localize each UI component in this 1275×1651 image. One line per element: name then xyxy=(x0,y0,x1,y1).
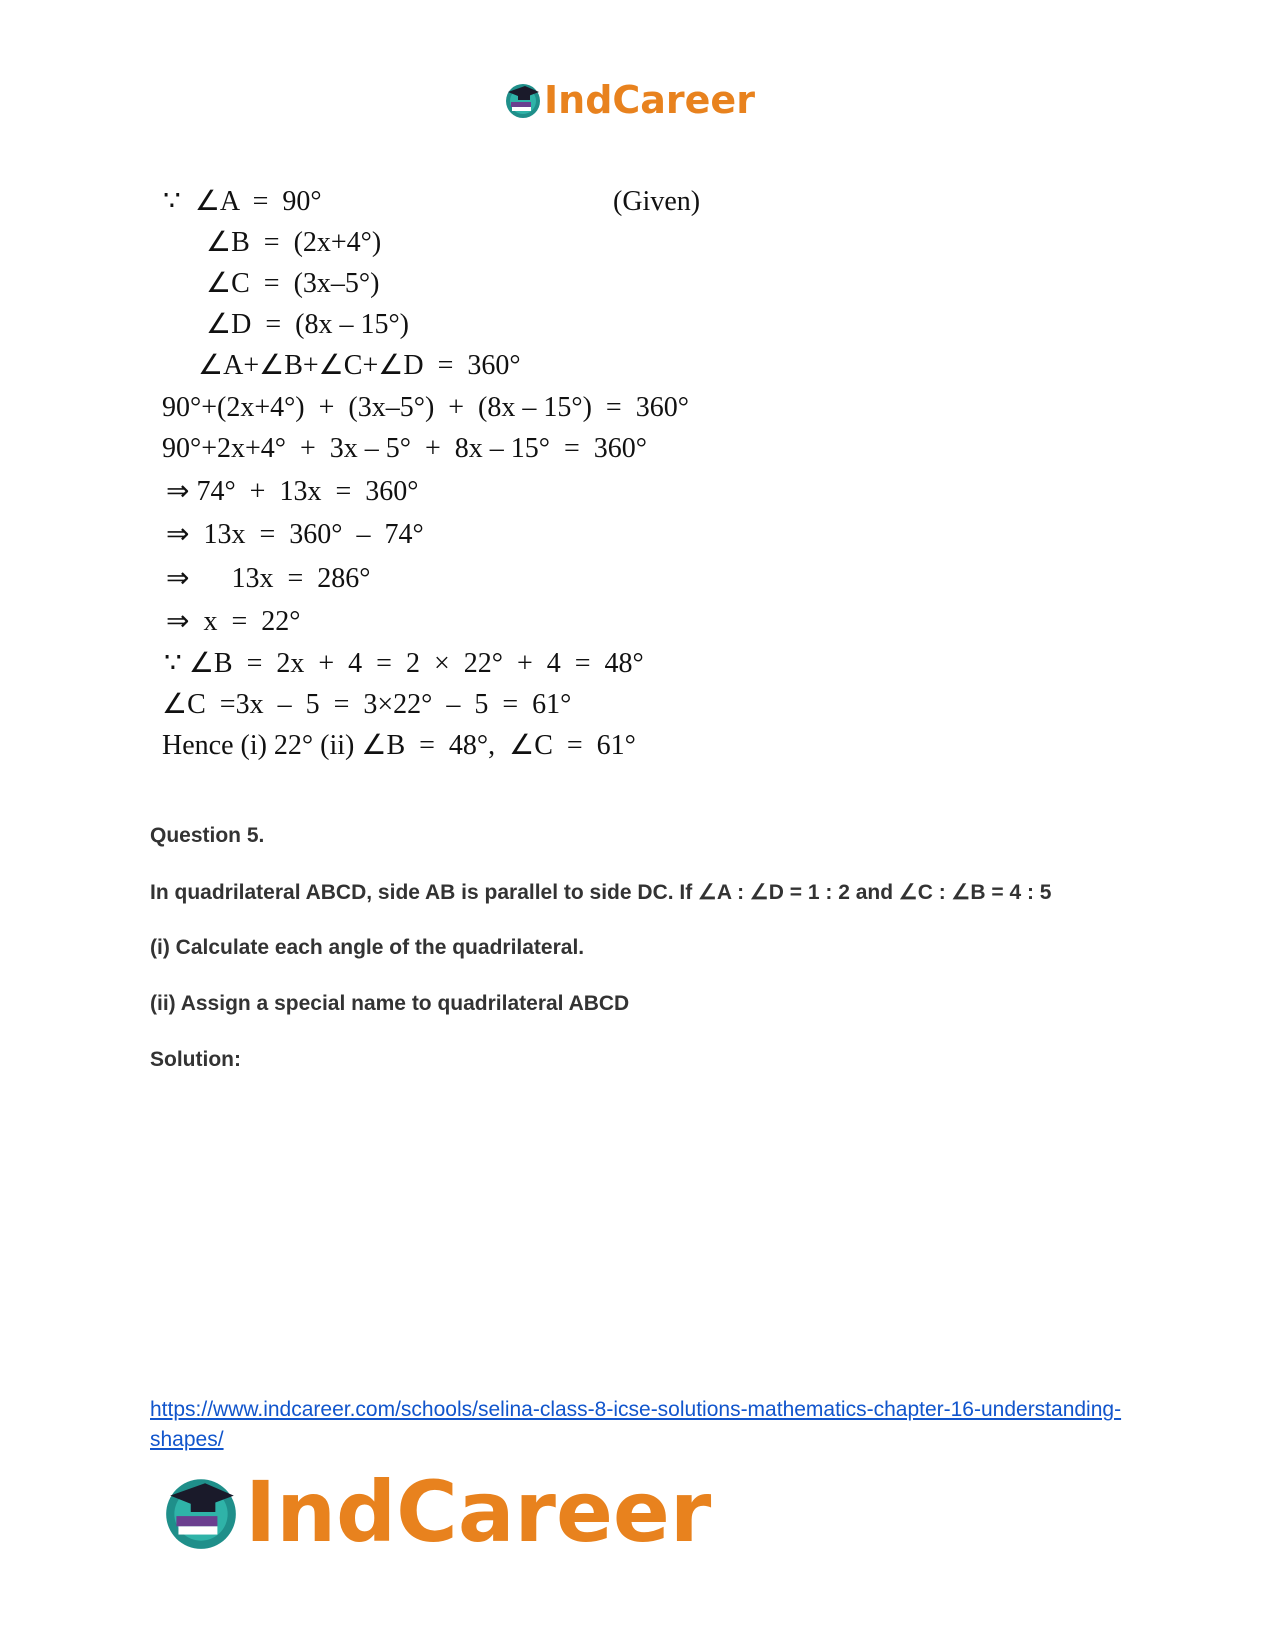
logo-wordmark: IndCareer xyxy=(245,1463,712,1561)
question-part-i: (i) Calculate each angle of the quadrilateral. xyxy=(150,936,585,959)
indcareer-logo-bottom xyxy=(160,1463,712,1561)
indcareer-logo-top xyxy=(503,80,755,120)
graduation-cap-icon xyxy=(160,1471,242,1553)
math-line: Hence (i) 22° (ii) ∠B = 48°, ∠C = 61° xyxy=(162,730,636,761)
solution-label: Solution: xyxy=(150,1048,241,1071)
math-line: ∠C =3x – 5 = 3×22° – 5 = 61° xyxy=(162,689,572,720)
question-part-ii: (ii) Assign a special name to quadrilateral ABCD xyxy=(150,992,630,1015)
math-given-note: (Given) xyxy=(613,186,701,217)
math-line: ∠B = (2x+4°) xyxy=(206,227,382,258)
source-link[interactable]: https://www.indcareer.com/schools/selina-class-8-icse-solutions-mathematics-chapter-16-understanding-shapes/ xyxy=(150,1398,1122,1451)
question-statement: In quadrilateral ABCD, side AB is parallel to side DC. If ∠A : ∠D = 1 : 2 and ∠C : ∠B = 4 : 5 xyxy=(150,881,1052,904)
question-title: Question 5. xyxy=(150,824,265,847)
math-line: ∠C = (3x–5°) xyxy=(206,268,380,299)
math-line: ⇒ 74° + 13x = 360° xyxy=(166,476,419,507)
logo-wordmark: IndCareer xyxy=(544,78,755,122)
math-line: ⇒ 13x = 360° – 74° xyxy=(166,519,424,550)
math-line: 90°+(2x+4°) + (3x–5°) + (8x – 15°) = 360° xyxy=(162,392,689,423)
math-line: ∠D = (8x – 15°) xyxy=(206,309,409,340)
graduation-cap-icon xyxy=(503,80,543,120)
math-line: 90°+2x+4° + 3x – 5° + 8x – 15° = 360° xyxy=(162,433,647,464)
math-line: ∠A+∠B+∠C+∠D = 360° xyxy=(198,350,521,381)
math-line: ∵ ∠B = 2x + 4 = 2 × 22° + 4 = 48° xyxy=(164,648,644,679)
math-line: ⇒ x = 22° xyxy=(166,606,301,637)
math-line: ⇒ 13x = 286° xyxy=(166,563,371,594)
math-line: ∵ ∠A = 90° xyxy=(163,186,322,217)
